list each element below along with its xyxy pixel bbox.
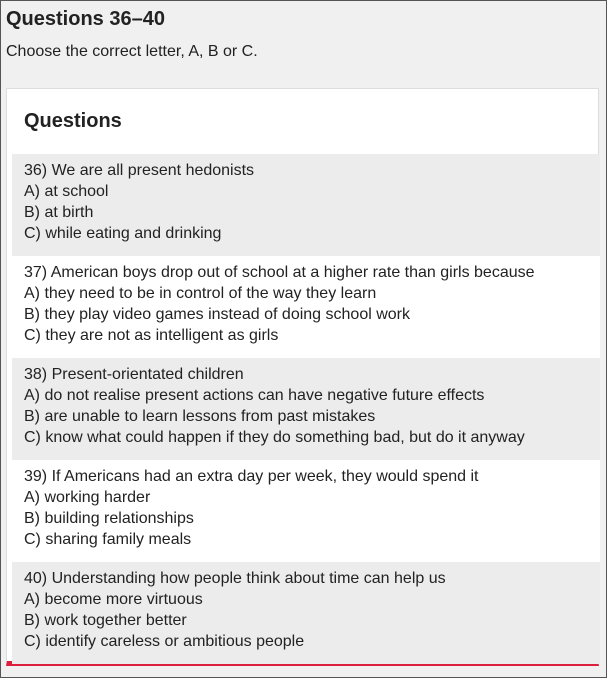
section-heading: Questions 36–40 (6, 8, 165, 30)
option-a[interactable]: A) become more virtuous (24, 591, 203, 608)
option-b[interactable]: B) building relationships (24, 510, 194, 527)
option-c[interactable]: C) identify careless or ambitious people (24, 633, 305, 650)
question-stem: 38) Present-orientated children (24, 366, 244, 383)
option-a[interactable]: A) do not realise present actions can have negative future effects (24, 387, 485, 404)
question-stem: 36) We are all present hedonists (24, 162, 255, 179)
question-stem: 39) If Americans had an extra day per week, they would spend it (24, 468, 479, 485)
question-stem: 37) American boys drop out of school at a higher rate than girls because (24, 264, 535, 281)
instruction-text: Choose the correct letter, A, B or C. (6, 43, 258, 60)
option-b[interactable]: B) they play video games instead of doing school work (24, 306, 410, 323)
option-b[interactable]: B) are unable to learn lessons from past mistakes (24, 408, 376, 425)
option-b[interactable]: B) at birth (24, 204, 94, 221)
question-38 (12, 358, 600, 460)
option-a[interactable]: A) they need to be in control of the way they learn (24, 285, 377, 302)
option-c[interactable]: C) sharing family meals (24, 531, 192, 548)
question-39 (12, 460, 600, 562)
option-a[interactable]: A) working harder (24, 489, 151, 506)
option-b[interactable]: B) work together better (24, 612, 187, 629)
option-c[interactable]: C) while eating and drinking (24, 225, 222, 242)
question-stem: 40) Understanding how people think about time can help us (24, 570, 446, 587)
option-c[interactable]: C) they are not as intelligent as girls (24, 327, 279, 344)
question-36 (12, 154, 600, 256)
question-37 (12, 256, 600, 358)
question-list (12, 154, 600, 664)
questions-panel (6, 88, 599, 666)
panel-title: Questions (24, 110, 122, 132)
option-c[interactable]: C) know what could happen if they do something bad, but do it anyway (24, 429, 525, 446)
option-a[interactable]: A) at school (24, 183, 109, 200)
question-40 (12, 562, 600, 664)
